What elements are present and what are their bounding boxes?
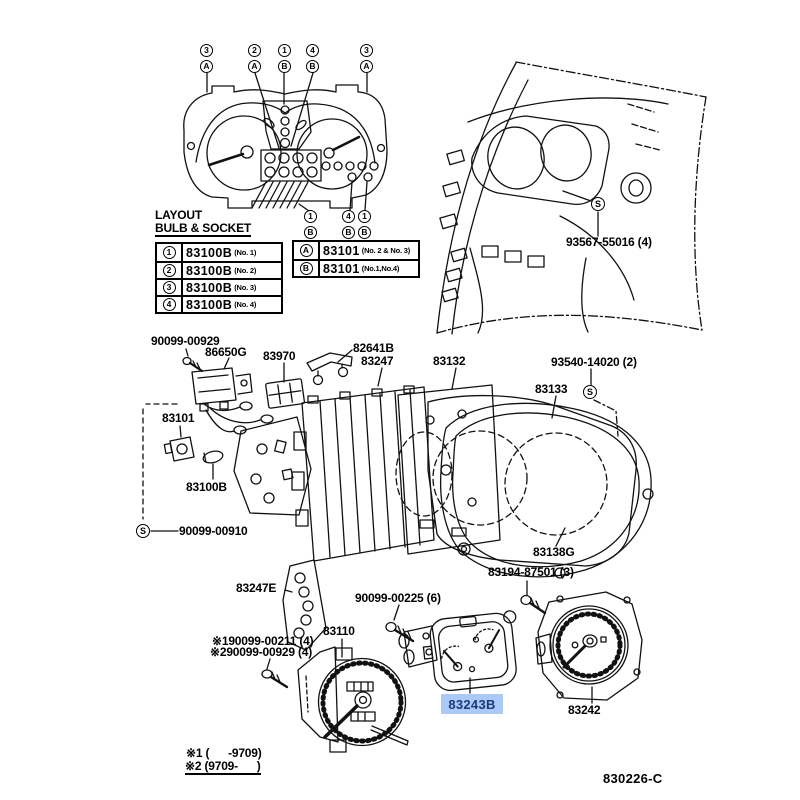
callout-top-1-letter: A — [200, 60, 213, 73]
bottom-parts-drawing — [262, 560, 642, 752]
socket-table-row — [294, 259, 418, 276]
part-label-93567-55016[interactable]: 93567-55016 (4) — [566, 235, 652, 249]
callout-top-4-num: 4 — [306, 44, 319, 57]
bulb-row-3-note: (No. 3) — [234, 283, 257, 292]
bulb-row-2-note: (No. 2) — [234, 266, 257, 275]
bulb-row-4-marker: 4 — [163, 298, 176, 311]
dashboard-sketch — [437, 62, 706, 334]
callout-bottom-1-letter: B — [304, 226, 317, 239]
part-label-82641B[interactable]: 82641B — [353, 341, 394, 355]
bulb-row-1-marker: 1 — [163, 246, 176, 259]
socket-row-2-marker: B — [300, 262, 313, 275]
drawing-code: 830226-C — [603, 771, 663, 786]
bulb-table-row — [157, 278, 281, 295]
screw-marker-90910: S — [136, 524, 150, 538]
part-label-83100B[interactable]: 83100B — [186, 480, 227, 494]
screw-marker-dashboard: S — [591, 197, 605, 211]
callout-top-1-num: 3 — [200, 44, 213, 57]
bulb-table-row — [157, 295, 281, 312]
callout-bottom-2-letter: B — [342, 226, 355, 239]
bulb-row-1-part: 83100B — [186, 245, 233, 260]
bulb-row-3-marker: 3 — [163, 281, 176, 294]
part-label-83243B-highlighted[interactable]: 83243B — [441, 694, 503, 714]
bulb-row-2-part: 83100B — [186, 263, 233, 278]
callout-top-2-num: 2 — [248, 44, 261, 57]
bulb-row-2-marker: 2 — [163, 264, 176, 277]
callout-top-5-num: 3 — [360, 44, 373, 57]
part-label-83247E[interactable]: 83247E — [236, 581, 277, 595]
socket-row-1-part: 83101 — [323, 243, 360, 258]
part-label-83242[interactable]: 83242 — [568, 703, 601, 717]
part-label-93540-14020[interactable]: 93540-14020 (2) — [551, 355, 637, 369]
callout-top-2-letter: A — [248, 60, 261, 73]
socket-table — [292, 240, 420, 278]
part-label-83247[interactable]: 83247 — [361, 354, 394, 368]
socket-row-2-note: (No.1,No.4) — [361, 264, 400, 273]
callout-bottom-1-num: 1 — [304, 210, 317, 223]
part-label-83132[interactable]: 83132 — [433, 354, 466, 368]
exploded-assembly-drawing — [143, 353, 653, 578]
part-label-83138G[interactable]: 83138G — [533, 545, 575, 559]
legend-title-bulb-socket: BULB & SOCKET — [155, 221, 252, 235]
part-label-90099-00225[interactable]: 90099-00225 (6) — [355, 591, 441, 605]
callout-top-3-letter: B — [278, 60, 291, 73]
callout-bottom-3-num: 1 — [358, 210, 371, 223]
socket-table-row — [294, 242, 418, 259]
part-label-90099-00910[interactable]: 90099-00910 — [179, 524, 248, 538]
callout-top-5-letter: A — [360, 60, 373, 73]
bulb-row-1-note: (No. 1) — [234, 248, 257, 257]
part-label-83133[interactable]: 83133 — [535, 382, 568, 396]
part-label-83110[interactable]: 83110 — [323, 624, 355, 638]
bulb-table-row — [157, 261, 281, 278]
part-label-86650G[interactable]: 86650G — [205, 345, 247, 359]
callout-top-4-letter: B — [306, 60, 319, 73]
part-label-90099-00929[interactable]: 90099-00929 — [151, 334, 220, 348]
footnote-1: ※1 ( -9709) — [186, 746, 262, 760]
part-label-83970[interactable]: 83970 — [263, 349, 296, 363]
bulb-row-4-note: (No. 4) — [234, 300, 257, 309]
bulb-table-row — [157, 244, 281, 261]
bulb-row-3-part: 83100B — [186, 280, 233, 295]
callout-bottom-3-letter: B — [358, 226, 371, 239]
part-label-note1-90099-00211[interactable]: ※190099-00211 (4) — [212, 634, 314, 648]
callout-top-3-num: 1 — [278, 44, 291, 57]
legend-title-layout: LAYOUT — [155, 208, 203, 222]
part-label-note2-90099-00929[interactable]: ※290099-00929 (4) — [210, 645, 313, 659]
socket-row-2-part: 83101 — [323, 261, 360, 276]
part-label-83101[interactable]: 83101 — [162, 411, 195, 425]
part-label-83194-87501[interactable]: 83194-87501 (3) — [488, 565, 574, 579]
cluster-front-drawing — [184, 85, 387, 208]
socket-row-1-note: (No. 2 & No. 3) — [361, 246, 411, 255]
socket-row-1-marker: A — [300, 244, 313, 257]
bulb-row-4-part: 83100B — [186, 297, 233, 312]
bulb-table — [155, 242, 283, 314]
footnote-2: ※2 (9709- ) — [185, 759, 261, 773]
screw-marker-93540: S — [583, 385, 597, 399]
callout-bottom-2-num: 4 — [342, 210, 355, 223]
